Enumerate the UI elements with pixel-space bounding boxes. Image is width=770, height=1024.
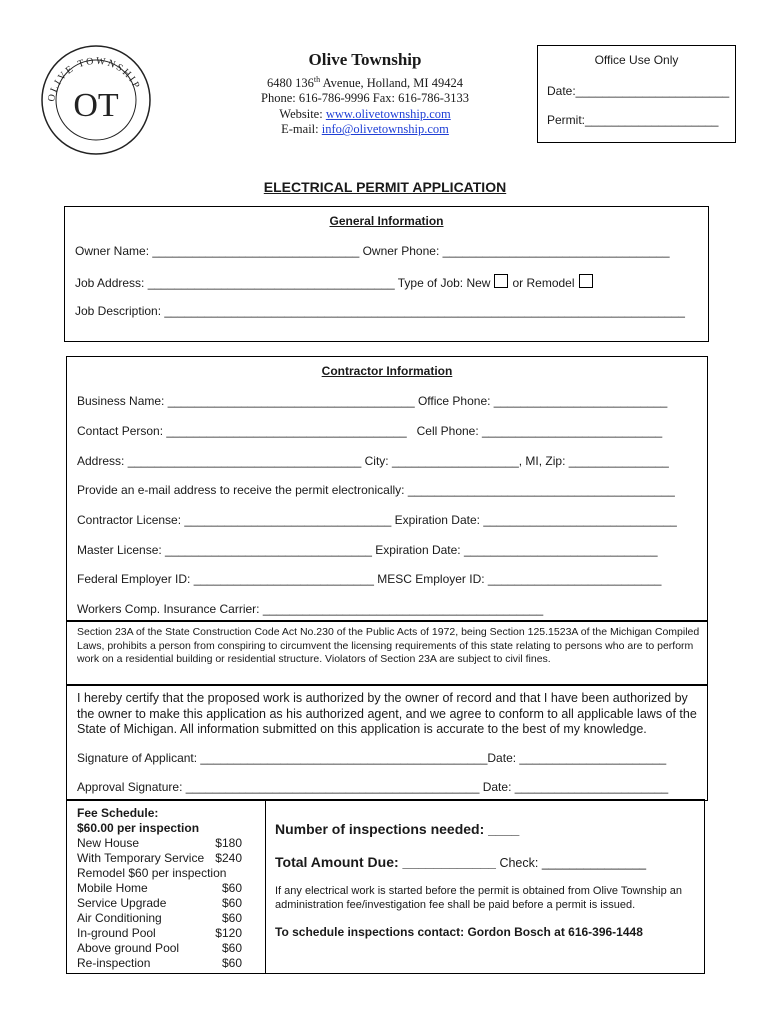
fee-row: Mobile Home $60 [77, 881, 242, 895]
or-remodel-label: or Remodel [512, 276, 575, 290]
inspections-needed-field[interactable]: Number of inspections needed: ____ [275, 821, 520, 837]
master-license-line[interactable]: Master License: _______________________________ Expiration Date: _____________________________ [77, 543, 658, 557]
general-heading: General Information [329, 214, 444, 228]
fee-row: Air Conditioning $60 [77, 911, 242, 925]
general-information-section [64, 206, 709, 342]
total-due-line [275, 854, 646, 872]
email-permit-line[interactable]: Provide an e-mail address to receive the permit electronically: ________________________________________ [77, 483, 675, 497]
check-field[interactable]: Check: _______________ [495, 856, 647, 870]
schedule-contact: To schedule inspections contact: Gordon Bosch at 616-396-1448 [275, 925, 643, 939]
certification-box [66, 684, 708, 801]
fee-row: In-ground Pool $120 [77, 926, 242, 940]
fee-schedule-box [66, 799, 266, 974]
certification-text: I hereby certify that the proposed work is authorized by the owner of record and that I have been authorized by the owner to make this application as his authorized agent, and we agree to conform to all applicable laws of the State of Michigan. All information submitted on this application is accurate to the best of my knowledge. [77, 691, 697, 736]
township-address: 6480 136th Avenue, Holland, MI 49424 [267, 74, 463, 90]
applicant-signature-line[interactable]: Signature of Applicant: ___________________________________________Date: ______________________ [77, 751, 667, 765]
website-link[interactable]: www.olivetownship.com [325, 106, 451, 121]
fee-row: With Temporary Service $240 [77, 851, 242, 865]
township-header [240, 52, 490, 138]
township-website: Website: www.olivetownship.com [279, 106, 451, 121]
form-title: ELECTRICAL PERMIT APPLICATION [263, 179, 507, 195]
township-email: E-mail: info@olivetownship.com [281, 122, 449, 137]
fee-row: Remodel $60 per inspection [77, 866, 227, 880]
logo-monogram: OT [73, 87, 119, 124]
olive-township-logo [40, 44, 152, 156]
office-permit-field[interactable]: Permit:____________________ [547, 113, 719, 127]
fee-row: New House $180 [77, 836, 242, 850]
inspection-summary-box [264, 799, 705, 974]
fee-schedule-list [77, 806, 242, 971]
job-type-line [75, 274, 597, 290]
business-name-line[interactable]: Business Name: _____________________________________ Office Phone: __________________________ [77, 394, 668, 408]
approval-signature-line[interactable]: Approval Signature: ____________________________________________ Date: _______________________ [77, 780, 669, 794]
contractor-license-line[interactable]: Contractor License: _______________________________ Expiration Date: _____________________________ [77, 513, 677, 527]
fee-row: Service Upgrade $60 [77, 896, 242, 910]
fee-per-inspection: $60.00 per inspection [77, 821, 200, 835]
contact-person-line[interactable]: Contact Person: ____________________________________ Cell Phone: ___________________________ [77, 424, 663, 438]
owner-line[interactable]: Owner Name: _______________________________ Owner Phone: __________________________________ [75, 244, 670, 258]
total-due-field[interactable]: Total Amount Due: ____________ [275, 854, 496, 870]
job-address-field[interactable]: Job Address: _____________________________________ Type of Job: New [75, 276, 491, 290]
address-line[interactable]: Address: ___________________________________ City: ___________________, MI, Zip: _______________ [77, 454, 669, 468]
remodel-checkbox[interactable] [579, 274, 593, 288]
section-23a-box [66, 620, 708, 686]
office-use-box [537, 45, 736, 143]
fee-row: Above ground Pool $60 [77, 941, 242, 955]
section-23a-text: Section 23A of the State Construction Code Act No.230 of the Public Acts of 1972, being Section 125.1523A of the Michigan Compiled Laws, prohibits a person from conspiring to circumvent the licensing requirements of this state relating to persons who are to perform work on a residential building or residential structure. Violators of Section 23A are subject to civil fines. [77, 626, 700, 665]
township-phone: Phone: 616-786-9996 Fax: 616-786-3133 [261, 91, 469, 106]
logo-arc-text: OLIVE TOWNSHIP [46, 55, 143, 103]
contractor-heading: Contractor Information [321, 364, 453, 378]
employer-id-line[interactable]: Federal Employer ID: ___________________________ MESC Employer ID: __________________________ [77, 572, 662, 586]
township-name: Olive Township [308, 50, 422, 69]
contractor-information-section [66, 356, 708, 622]
email-link[interactable]: info@olivetownship.com [321, 122, 449, 137]
office-use-title: Office Use Only [594, 53, 679, 67]
job-description-line[interactable]: Job Description: ______________________________________________________________________________ [75, 304, 685, 318]
office-date-field[interactable]: Date:_______________________ [547, 84, 730, 98]
fee-schedule-heading: Fee Schedule: [77, 806, 159, 820]
admin-fee-notice: If any electrical work is started before the permit is obtained from Olive Township an administration fee/investigation fee shall be paid before a permit is issued. [275, 885, 682, 911]
new-job-checkbox[interactable] [494, 274, 508, 288]
fee-row: Re-inspection $60 [77, 956, 242, 970]
workers-comp-line[interactable]: Workers Comp. Insurance Carrier: __________________________________________ [77, 602, 544, 616]
